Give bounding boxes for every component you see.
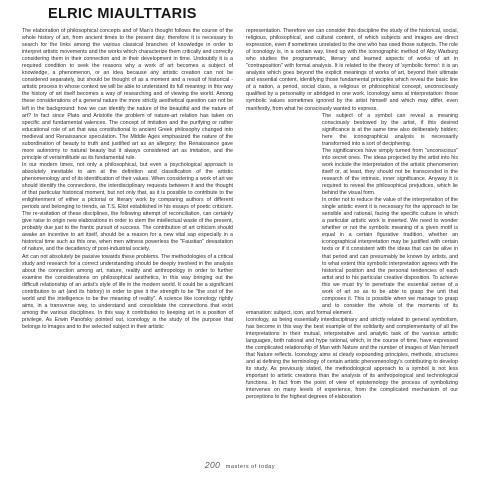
- body-paragraph: Art can not absolutely be passive towards these problems. The methodologies of a critical study and research for a correct understanding should be deeply involved in the analysis about the connection among art, nature, reality and anthropology in order to further examine the considerations on philosophical aesthetics, in this way bringing out the difficult relationship of an artist's style of life in the modern world. It could be a significant contribution to art (and its history) in order to give it the strength to be "the soul of the world and the intelligence to be the meaning of reality". A science like iconology rightly aims, in a transverse way, to understand and consolidate the connections that exist among the various disciplines. In this way it contributes to keeping art in a position of privilege. As Erwin Panofsky pointed out, iconology is the study of the purpose that belongs to images and to the selected subject in their artistic: [22, 253, 233, 330]
- author-heading: ELRIC MIAULTTARIS: [48, 6, 197, 22]
- body-paragraph: The elaboration of philosophical concepts and of Man's thought follows the course of the whole history of art, from ancient times to the present day; therefore it is necessary to search for the links among the various classical branches of knowledge in order to interpret artistic movements and the works which characterize them critically and correctly considering them in their connection and in their development in time. Undoubtly it is a required condition to seek the reasons why a work of art becomes a subject of knowledge, a phenomenon, or an idea because any artistic creation can not be considered separately, but should be thought of as a moment and a result of historical - artistic process in whose context we will be able to understand its full meaning: in this way the history of art itself becomes a way of researching and of viewing the world. Among these considerations of a general nature the more strictly aesthetical question can not be left in the background: how we can identify the nature of the beautiful and the nature of art? In fact since Plato and Aristotle the problem of nature-art relation has taken on specific and fundamental valences. The concept of imitation and the purifying or rather educational role of art that was constitutional to ancient Greek philosophy changed into medieval and Renaissance speculation. The Middle Ages emphasized the nature of the subordination of beauty to truth and justified art as an allegory; the Renaissance gave more autonomy to natural beauty but it always considered art as imitation, and the principle of verisimilitude as its fundamental rule.: [22, 28, 233, 161]
- page-number: 200: [204, 460, 221, 470]
- image-wrap-space: [246, 113, 322, 309]
- body-paragraph: Iconology, as being essentially interdisciplinary and strictly related to general symbolism, has become in this way the best example of the solidarity and complementarity of all the interpretations in their mutual, interpretative and analytic task of the various artistic languages, both rational and hype rational, which, in the course of time, have expressed the complicated relationship of Man with Nature and the number of images of Man himself that Nature reflects. Iconology aims at clearly expounding principles, methods, structures and at defining the terminology of certain artistic phenomenology's contributing to develop its study. As previously stated, the methodological approach to a symbol is not less important to artistic creations than the analysis of its anthropological and technological functions. In fact from the point of view of epistemology the process of symbolizing intervenes on many levels of experience, from the complicated mechanism of our perceptions to the highest degrees of elaboration: [246, 316, 458, 401]
- body-paragraph: In our modern times, not only a philosophical, but even a psychological approach is absolutely inevitable to aim at the definition and classification of the artistic phenomenology and of its identification of their values. When considering a work of art we should identify the connections, the interdisciplinary requests between it and the thought of that particular historical moment, but not only that, as it is possible to contribute to the enlightenment of either a pictorial or literary work by comparing authors of different periods and belonging to trends, as T.S. Eliot established in his essays of poetic criticism. The re-visitation of these disciplines, the following attempt of reconciliation, can certainly give raise to origin new elaborations in order to stem the intellectual waste of the present, probably due just to the frantic pursuit of success. The contribution of art criticism should awake an incentive to art itself, should be a reason for a new vital sap especially in a historical time such as this one, when men witness powerless the "Faustian" devastation of nature, and the decadency of post-industrial society.: [22, 161, 233, 253]
- body-paragraph: In order not to reduce the value of the interpretation of the single artistic event it is necessary for the approach to be sensible and rational, facing the specific culture in which a particular artistic work is inserted. We need to wonder whether or not the symbolic meaning of a given motif is equal in a certain figurative tradition, whether an iconographical interpretation may be justified with certain texts or if it consistent with the ideas that can be alive in that period and can presumably be known by artists, and to what extent this symbolic interpretation agrees with the historical position and the personal tendencies of each artist and to his particular creative disposition. To achieve this we must try to penetrate the essential sense of a work of art so as to be able to grasp the unit that composes it. This is possible when we manage to grasp and to consider the whole of the moments of its emanation: subject, icon, and formal element.: [246, 197, 458, 316]
- body-paragraph: representation. Therefore we can consider this discipline the study of the historical, social, religious, philosophical, and cultural content, of which subjects and images are direct expression, even if sometimes unrelated to the one who has used those subjects. The role of iconology is, in a certain way, lined up with the iconographic method of Aby Warburg who studies the programmatic, literary and learned aspects of works of art in "contraposition" with formal analysis. It is related to the theory of 'symbolic forms': it is an analysis which goes beyond the explicit meanings of works of art, beyond their ultimate and essential content, identifying those fundamental principles which reveal the basic line of a nation, a period, social class, a religious or philosophical concept, unconsciously qualified by a personality or abridged in one work. Iconology aims at interpretation: those symbolic values sometimes ignored by the artist himself and which may differ, even manifestly, from what he consciously wanted to express.: [246, 28, 458, 112]
- body-paragraph: The significances have simply turned from "unconscious" into secret ones. The ideas projected by the artist into his work include the interpretation of the artistic phenomenon itself or, at least, they should not be transcended in the research of the intrinsic, inner significance. Anyway it is required to reveal the philosophical prejudices, which lie behind the visual form.: [322, 147, 458, 197]
- journal-name: masters of today: [225, 464, 276, 470]
- left-text-column: [22, 28, 233, 450]
- body-paragraph: The subject of a symbol can reveal a meaning consciously bestowed by the artist, if this desired significance is at the same time also deliberately hidden; here the iconographical analysis is necessarily transformed into a sort of deciphering.: [322, 112, 458, 147]
- page-footer: [0, 455, 480, 473]
- right-text-column: [246, 28, 458, 450]
